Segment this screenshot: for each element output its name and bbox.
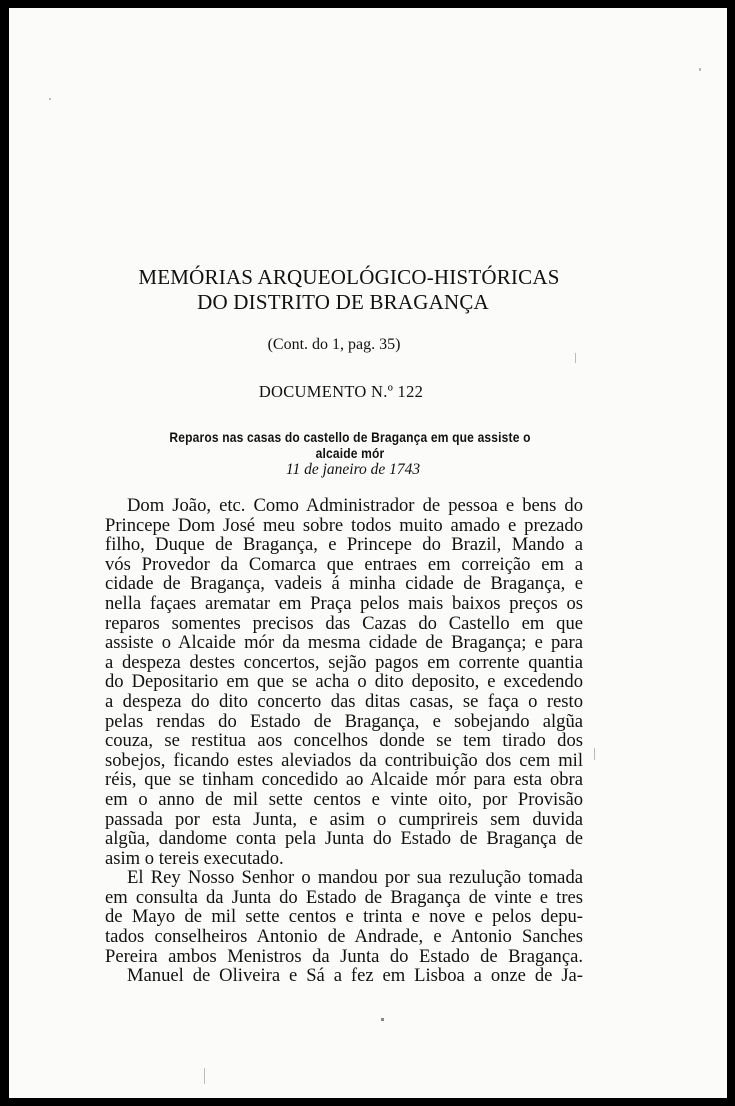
body-line: couza, se restitua aos concelhos donde se tem tirado dos <box>105 730 583 752</box>
body-line: sobejos, ficando estes aleviados da contribuição dos cem mil <box>105 749 583 771</box>
body-line: algũa, dandome conta pela Junta do Estado de Bragança de <box>105 828 583 850</box>
paper-speck <box>49 98 51 100</box>
body-line: de Mayo de mil sette centos e trinta e nove e pelos depu- <box>105 906 583 928</box>
body-line: cidade de Bragança, vadeis á minha cidade de Bragança, e <box>105 573 583 595</box>
paper-speck <box>381 1018 384 1021</box>
body-line: assiste o Alcaide mór da mesma cidade de Bragança; e para <box>105 632 583 654</box>
body-line: em consulta da Junta do Estado de Bragança de vinte e tres <box>105 886 583 908</box>
body-line: nella façaes arematar em Praça pelos mais baixos preços os <box>105 592 583 614</box>
body-line: Manuel de Oliveira e Sá a fez em Lisboa a onze de Ja- <box>127 965 583 987</box>
body-line: Princepe Dom José meu sobre todos muito amado e prezado <box>105 514 583 536</box>
paper-speck <box>594 748 595 760</box>
paper-speck <box>699 68 701 71</box>
body-line: a despeza do dito concerto das ditas casas, se faça o resto <box>105 690 583 712</box>
body-line: tados conselheiros Antonio de Andrade, e Antonio Sanches <box>105 926 583 948</box>
paper-speck <box>204 1068 205 1084</box>
body-line: do Depositario em que se acha o dito deposito, e excedendo <box>105 671 583 693</box>
body-line: passada por esta Junta, e asim o cumprireis sem duvida <box>105 808 583 830</box>
document-page <box>9 8 727 1098</box>
continuation-note: (Cont. do 1, pag. 35) <box>267 336 401 353</box>
body-line: réis, que se tinham concedido ao Alcaide mór para esta obra <box>105 769 583 791</box>
body-line: a despeza destes concertos, sejão pagos em corrente quantia <box>105 651 583 673</box>
body-line: asim o tereis executado. <box>105 847 284 869</box>
body-line: reparos somentes precisos das Cazas do Castello em que <box>105 612 583 634</box>
heading-line-2: DO DISTRITO DE BRAGANÇA <box>197 290 489 314</box>
body-line: Pereira ambos Menistros da Junta do Estado de Bragança. <box>105 945 583 967</box>
paper-speck <box>575 353 576 363</box>
body-line: Dom João, etc. Como Administrador de pessoa e bens do <box>127 495 583 516</box>
document-subject: Reparos nas casas do castello de Bragança em que assiste o alcaide mór <box>169 429 531 461</box>
body-line: vós Provedor da Comarca que entraes em correição em a <box>105 553 583 575</box>
document-number: DOCUMENTO N.º 122 <box>258 382 424 401</box>
body-line: El Rey Nosso Senhor o mandou por sua rezulução tomada <box>127 867 583 889</box>
document-body <box>105 496 583 986</box>
body-line: pelas rendas do Estado de Bragança, e sobejando algũa <box>105 710 583 732</box>
body-line: filho, Duque de Bragança, e Princepe do Brazil, Mando a <box>105 534 583 556</box>
document-date: 11 de janeiro de 1743 <box>285 461 421 478</box>
heading-line-1: MEMÓRIAS ARQUEOLÓGICO-HISTÓRICAS <box>138 265 560 289</box>
body-line: em o anno de mil sette centos e vinte oito, por Provisão <box>105 788 583 810</box>
